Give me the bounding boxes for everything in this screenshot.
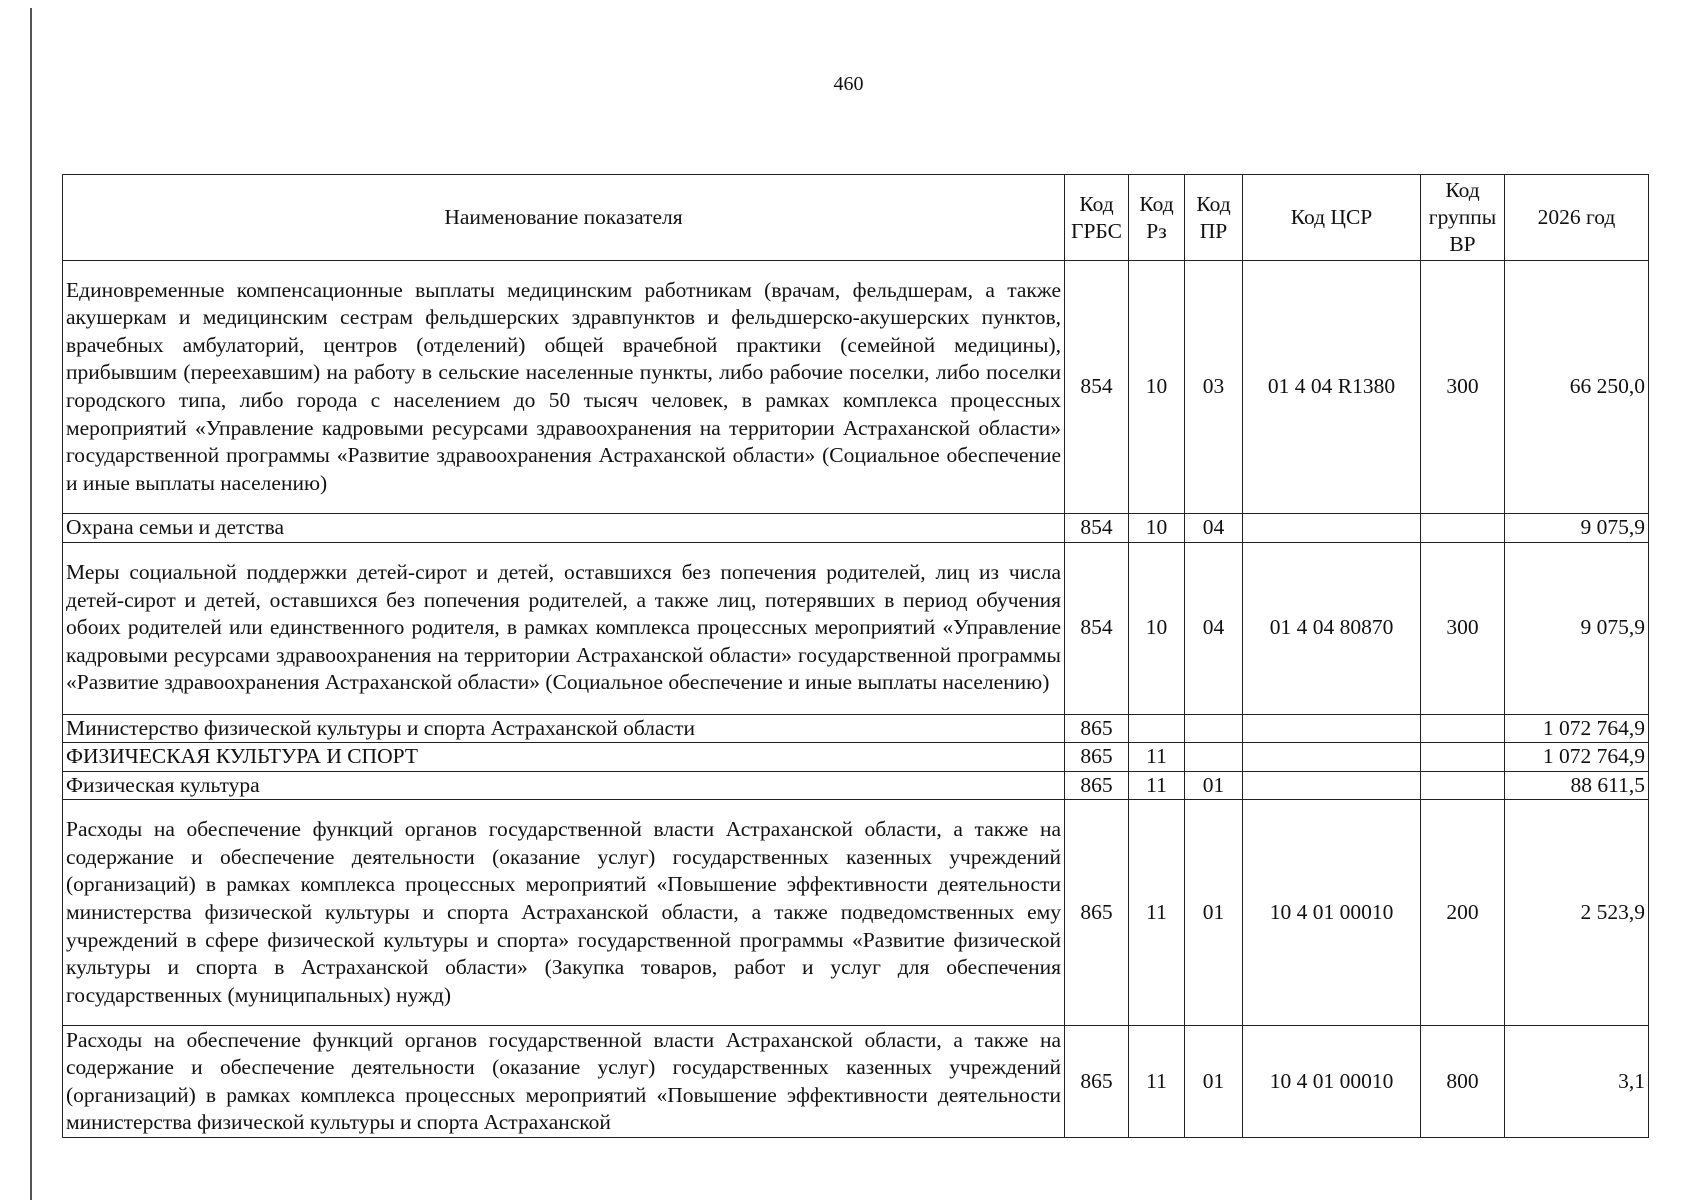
row-rz: 11 [1129,1026,1185,1138]
row-rz [1129,714,1185,743]
row-name: Физическая культура [63,771,1065,800]
row-pr: 03 [1185,261,1243,514]
row-vr [1421,514,1505,543]
header-csr: Код ЦСР [1243,175,1421,261]
budget-table [62,174,1649,1138]
table-row [63,771,1649,800]
row-rz: 10 [1129,261,1185,514]
row-csr: 01 4 04 R1380 [1243,261,1421,514]
row-amount: 88 611,5 [1505,771,1649,800]
row-csr [1243,771,1421,800]
row-vr: 300 [1421,542,1505,714]
row-name: Расходы на обеспечение функций органов государственной власти Астраханской области, а также на содержание и обеспечение деятельности (оказание услуг) государственных казенных учреждений (организаций) в рамках комплекса процессных мероприятий «Повышение эффективности деятельности министерства физической культуры и спорта Астраханской [63,1026,1065,1138]
header-vr: Код группы ВР [1421,175,1505,261]
row-pr: 01 [1185,800,1243,1026]
header-grbs: Код ГРБС [1065,175,1129,261]
row-csr [1243,743,1421,772]
row-rz: 11 [1129,800,1185,1026]
row-vr: 300 [1421,261,1505,514]
header-year: 2026 год [1505,175,1649,261]
row-rz: 11 [1129,743,1185,772]
table-row [63,714,1649,743]
binding-margin-line [30,8,32,1200]
table-header-row [63,175,1649,261]
row-name: Меры социальной поддержки детей-сирот и детей, оставшихся без попечения родителей, лиц из числа детей-сирот и детей, оставшихся без попечения родителей, а также лиц, потерявших в период обучения обоих родителей или единственного родителя, в рамках комплекса процессных мероприятий «Управление кадровыми ресурсами здравоохранения на территории Астраханской области» государственной программы «Развитие здравоохранения Астраханской области» (Социальное обеспечение и иные выплаты населению) [63,542,1065,714]
row-amount: 3,1 [1505,1026,1649,1138]
table-row [63,743,1649,772]
row-csr [1243,514,1421,543]
row-rz: 10 [1129,542,1185,714]
row-pr: 01 [1185,771,1243,800]
table-row [63,1026,1649,1138]
table-row [63,261,1649,514]
row-pr [1185,714,1243,743]
row-pr: 04 [1185,514,1243,543]
header-name: Наименование показателя [63,175,1065,261]
row-grbs: 865 [1065,800,1129,1026]
row-grbs: 854 [1065,514,1129,543]
row-grbs: 865 [1065,1026,1129,1138]
row-amount: 1 072 764,9 [1505,714,1649,743]
row-amount: 1 072 764,9 [1505,743,1649,772]
header-rz: Код Рз [1129,175,1185,261]
row-grbs: 854 [1065,542,1129,714]
row-vr [1421,714,1505,743]
row-name: Министерство физической культуры и спорта Астраханской области [63,714,1065,743]
row-grbs: 865 [1065,771,1129,800]
row-grbs: 865 [1065,743,1129,772]
row-amount: 66 250,0 [1505,261,1649,514]
row-pr [1185,743,1243,772]
table-row [63,800,1649,1026]
row-csr: 10 4 01 00010 [1243,800,1421,1026]
row-amount: 9 075,9 [1505,514,1649,543]
row-pr: 04 [1185,542,1243,714]
row-csr: 01 4 04 80870 [1243,542,1421,714]
row-amount: 9 075,9 [1505,542,1649,714]
row-grbs: 865 [1065,714,1129,743]
table-row [63,542,1649,714]
row-csr [1243,714,1421,743]
page-number: 460 [833,73,864,95]
row-name: Охрана семьи и детства [63,514,1065,543]
row-csr: 10 4 01 00010 [1243,1026,1421,1138]
row-vr: 800 [1421,1026,1505,1138]
row-name: ФИЗИЧЕСКАЯ КУЛЬТУРА И СПОРТ [63,743,1065,772]
header-pr: Код ПР [1185,175,1243,261]
row-vr [1421,743,1505,772]
table-row [63,514,1649,543]
row-vr: 200 [1421,800,1505,1026]
row-name: Расходы на обеспечение функций органов государственной власти Астраханской области, а также на содержание и обеспечение деятельности (оказание услуг) государственных казенных учреждений (организаций) в рамках комплекса процессных мероприятий «Повышение эффективности деятельности министерства физической культуры и спорта Астраханской области, а также подведомственных ему учреждений в сфере физической культуры и спорта» государственной программы «Развитие физической культуры и спорта в Астраханской области» (Закупка товаров, работ и услуг для обеспечения государственных (муниципальных) нужд) [63,800,1065,1026]
row-grbs: 854 [1065,261,1129,514]
row-rz: 11 [1129,771,1185,800]
row-name: Единовременные компенсационные выплаты медицинским работникам (врачам, фельдшерам, а также акушеркам и медицинским сестрам фельдшерских здравпунктов и фельдшерско-акушерских пунктов, врачебных амбулаторий, центров (отделений) общей врачебной практики (семейной медицины), прибывшим (переехавшим) на работу в сельские населенные пункты, либо рабочие поселки, либо поселки городского типа, либо города с населением до 50 тысяч человек, в рамках комплекса процессных мероприятий «Управление кадровыми ресурсами здравоохранения на территории Астраханской области» государственной программы «Развитие здравоохранения Астраханской области» (Социальное обеспечение и иные выплаты населению) [63,261,1065,514]
row-vr [1421,771,1505,800]
row-rz: 10 [1129,514,1185,543]
row-amount: 2 523,9 [1505,800,1649,1026]
row-pr: 01 [1185,1026,1243,1138]
